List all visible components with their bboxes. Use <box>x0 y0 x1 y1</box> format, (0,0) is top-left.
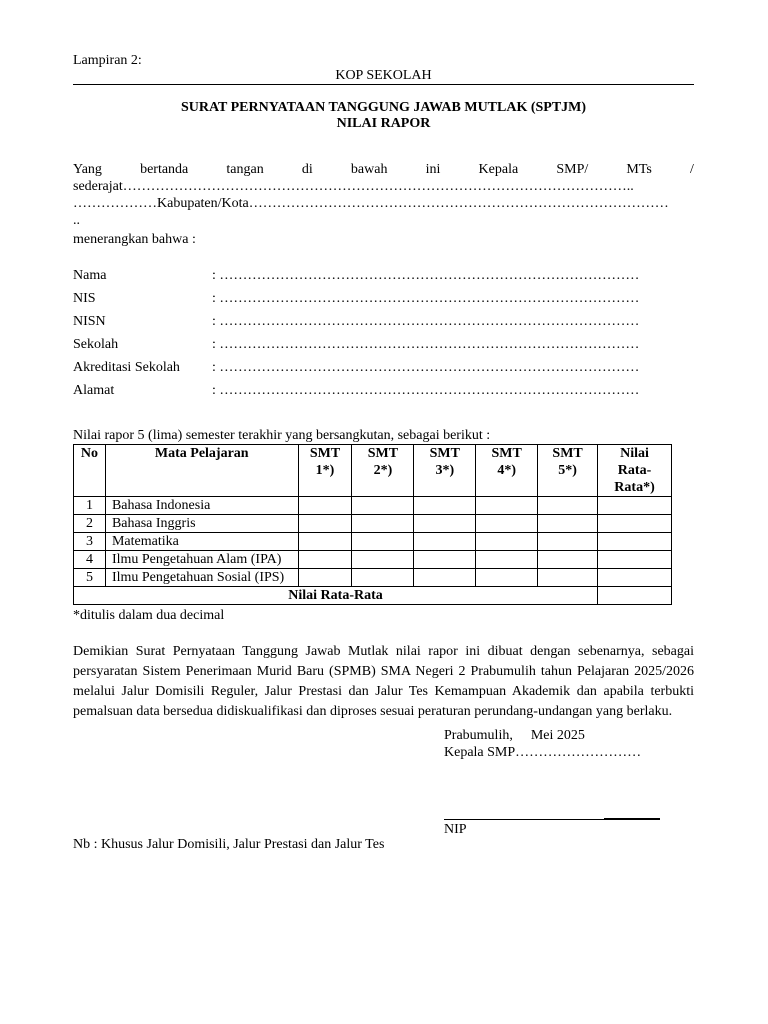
average-cell[interactable] <box>598 533 672 551</box>
row-no: 5 <box>74 569 106 587</box>
table-row <box>74 533 672 551</box>
average-cell[interactable] <box>598 551 672 569</box>
header-smt5: SMT 5*) <box>538 445 598 497</box>
field-label: Akreditasi Sekolah <box>73 359 180 375</box>
row-subject: Bahasa Inggris <box>105 515 298 533</box>
closing-paragraph: Demikian Surat Pernyataan Tanggung Jawab Mutlak nilai rapor ini dibuat dengan sebenarnya, sebagai persyaratan Sistem Penerimaan Murid Baru (SPMB) SMA Negeri 2 Prabumulih tahun Pelajaran 2025/2026 melalui Jalur Domisili Reguler, Jalur Prestasi dan Jalur Tes Kemampuan Akademik dan apabila terbukti pemalsuan data bersedua didiskualifikasi dan diproses sesuai peraturan perundang-undangan yang berlaku. <box>73 644 694 719</box>
header-subject: Mata Pelajaran <box>105 445 298 497</box>
field-label: Sekolah <box>73 336 119 352</box>
signature-role[interactable]: Kepala SMP……………………… <box>444 745 642 760</box>
decimal-note: *ditulis dalam dua decimal <box>73 608 225 623</box>
grade-cell[interactable] <box>414 497 476 515</box>
grade-cell[interactable] <box>538 569 598 587</box>
grade-cell[interactable] <box>352 551 414 569</box>
grade-cell[interactable] <box>538 551 598 569</box>
grade-cell[interactable] <box>476 515 538 533</box>
field-nisn <box>73 310 694 333</box>
field-label: Nama <box>73 267 107 283</box>
grade-cell[interactable] <box>414 551 476 569</box>
school-letterhead: KOP SEKOLAH <box>335 68 432 83</box>
average-cell[interactable] <box>598 497 672 515</box>
grade-cell[interactable] <box>298 515 352 533</box>
grade-cell[interactable] <box>298 551 352 569</box>
table-row <box>74 497 672 515</box>
row-no: 1 <box>74 497 106 515</box>
signature-line-accent <box>604 818 660 820</box>
nb-note: Nb : Khusus Jalur Domisili, Jalur Prestasi dan Jalur Tes <box>73 837 385 852</box>
table-header-row <box>74 445 672 497</box>
signature-place: Prabumulih, <box>444 728 513 743</box>
grade-cell[interactable] <box>352 533 414 551</box>
table-intro-text: Nilai rapor 5 (lima) semester terakhir yang bersangkutan, sebagai berikut : <box>73 428 491 443</box>
average-cell[interactable] <box>598 569 672 587</box>
field-nis <box>73 287 694 310</box>
overall-average-cell[interactable] <box>598 587 672 605</box>
header-smt3: SMT 3*) <box>414 445 476 497</box>
intro-word: Yang <box>73 162 102 177</box>
document-title <box>73 100 694 132</box>
intro-word: SMP/ <box>556 162 589 177</box>
average-cell[interactable] <box>598 515 672 533</box>
grade-cell[interactable] <box>352 515 414 533</box>
intro-word: di <box>301 162 313 177</box>
row-no: 4 <box>74 551 106 569</box>
grade-cell[interactable] <box>352 569 414 587</box>
field-blank[interactable]: : ……………………………………………………………………………… <box>212 336 640 352</box>
grade-cell[interactable] <box>476 551 538 569</box>
header-smt1: SMT 1*) <box>298 445 352 497</box>
row-no: 2 <box>74 515 106 533</box>
school-name-blank[interactable]: sederajat……………………………………………………………………………………………….. <box>73 179 634 194</box>
field-blank[interactable]: : ……………………………………………………………………………… <box>212 267 640 283</box>
header-no: No <box>74 445 106 497</box>
grade-cell[interactable] <box>298 533 352 551</box>
field-label: NIS <box>73 290 96 306</box>
grade-cell[interactable] <box>476 533 538 551</box>
grade-cell[interactable] <box>414 515 476 533</box>
header-smt2: SMT 2*) <box>352 445 414 497</box>
intro-line-4: .. <box>73 213 80 228</box>
row-subject: Bahasa Indonesia <box>105 497 298 515</box>
table-row <box>74 551 672 569</box>
row-subject: Matematika <box>105 533 298 551</box>
grade-cell[interactable] <box>414 569 476 587</box>
intro-word: / <box>690 162 694 177</box>
letterhead-divider <box>73 84 694 85</box>
intro-word: bawah <box>350 162 388 177</box>
field-label: NISN <box>73 313 106 329</box>
grade-cell[interactable] <box>476 497 538 515</box>
row-no: 3 <box>74 533 106 551</box>
district-blank[interactable]: ………………Kabupaten/Kota……………………………………………………………………………… <box>73 196 669 211</box>
field-label: Alamat <box>73 382 115 398</box>
grade-cell[interactable] <box>538 515 598 533</box>
grades-table <box>73 444 672 605</box>
footer-label: Nilai Rata-Rata <box>74 587 598 605</box>
grade-cell[interactable] <box>352 497 414 515</box>
intro-paragraph <box>73 161 694 229</box>
field-akreditasi <box>73 356 694 379</box>
intro-word: MTs <box>626 162 652 177</box>
signature-nip: NIP <box>444 822 467 837</box>
field-blank[interactable]: : ……………………………………………………………………………… <box>212 290 640 306</box>
signature-date: Mei 2025 <box>530 728 585 743</box>
field-blank[interactable]: : ……………………………………………………………………………… <box>212 382 640 398</box>
grade-cell[interactable] <box>298 569 352 587</box>
signature-place-date <box>444 727 585 745</box>
title-line-1: SURAT PERNYATAAN TANGGUNG JAWAB MUTLAK (SPTJM) <box>180 100 587 115</box>
grade-cell[interactable] <box>298 497 352 515</box>
grade-cell[interactable] <box>414 533 476 551</box>
field-blank[interactable]: : ……………………………………………………………………………… <box>212 359 640 375</box>
table-row <box>74 515 672 533</box>
field-nama <box>73 264 694 287</box>
field-blank[interactable]: : ……………………………………………………………………………… <box>212 313 640 329</box>
row-subject: Ilmu Pengetahuan Alam (IPA) <box>105 551 298 569</box>
field-sekolah <box>73 333 694 356</box>
intro-word: bertanda <box>140 162 189 177</box>
grade-cell[interactable] <box>538 533 598 551</box>
intro-word: tangan <box>226 162 264 177</box>
table-footer-row <box>74 587 672 605</box>
title-line-2: NILAI RAPOR <box>336 116 431 131</box>
table-row <box>74 569 672 587</box>
field-alamat <box>73 379 694 402</box>
header-average: Nilai Rata- Rata*) <box>598 445 672 497</box>
menerangkan-text: menerangkan bahwa : <box>73 232 196 247</box>
intro-word: Kepala <box>478 162 519 177</box>
intro-line-1 <box>73 161 694 178</box>
student-fields <box>73 264 694 402</box>
row-subject: Ilmu Pengetahuan Sosial (IPS) <box>105 569 298 587</box>
lampiran-label: Lampiran 2: <box>73 53 142 68</box>
intro-word: ini <box>425 162 441 177</box>
grade-cell[interactable] <box>476 569 538 587</box>
grade-cell[interactable] <box>538 497 598 515</box>
header-smt4: SMT 4*) <box>476 445 538 497</box>
